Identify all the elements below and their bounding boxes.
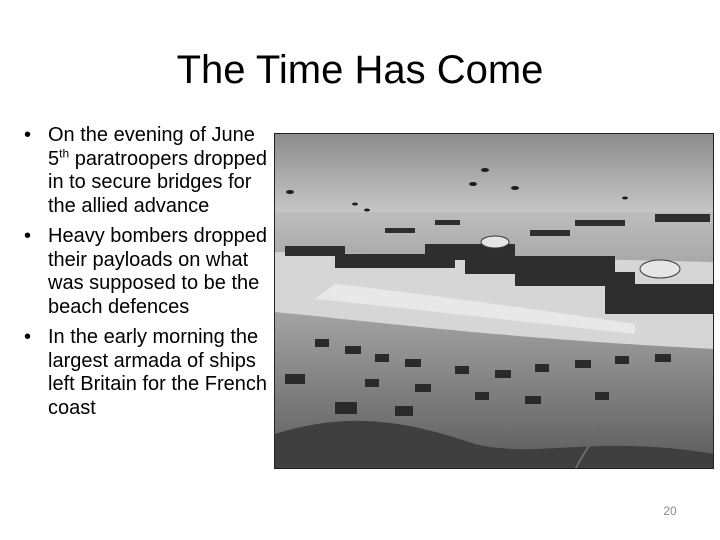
slide-title: The Time Has Come — [176, 48, 544, 92]
bullet-text: On the evening of June 5 — [48, 124, 255, 170]
bullet-superscript: th — [59, 145, 70, 160]
beach-landing-photo — [274, 133, 714, 469]
photo-illustration — [275, 134, 714, 469]
bullet-glyph: • — [24, 326, 32, 348]
bullet-item — [24, 124, 276, 218]
bullet-text: In the early morning the largest armada of ships left Britain for the French coast — [48, 326, 267, 419]
bullet-glyph: • — [24, 225, 32, 247]
bullet-list — [24, 124, 276, 427]
bullet-text: Heavy bombers dropped their payloads on what was supposed to be the beach defences — [48, 225, 268, 318]
page-number: 20 — [663, 504, 677, 518]
bullet-glyph: • — [24, 124, 32, 146]
bullet-item — [24, 225, 276, 319]
bullet-item — [24, 326, 276, 420]
sky — [275, 134, 714, 216]
bullet-text-continued: paratroopers dropped in to secure bridges for the allied advance — [48, 147, 268, 217]
